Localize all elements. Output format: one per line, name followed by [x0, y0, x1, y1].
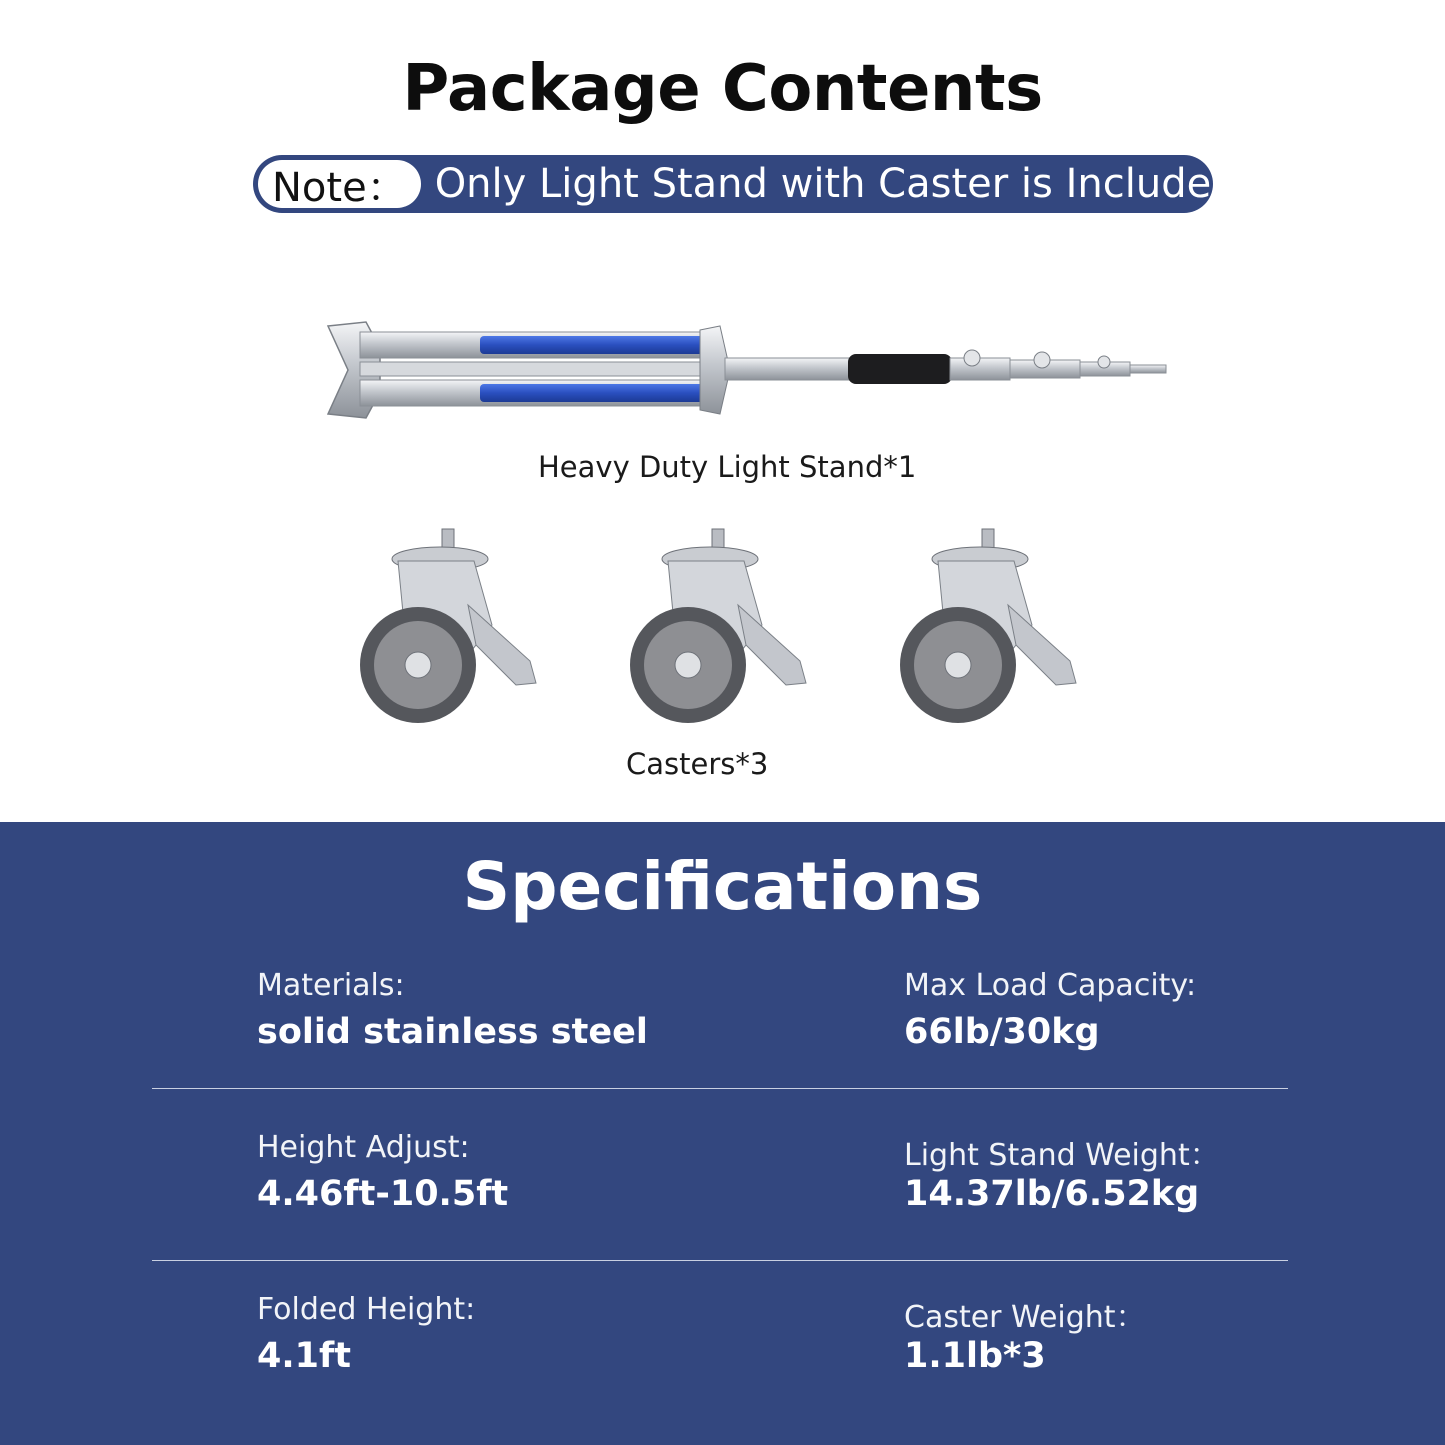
- light-stand-caption: Heavy Duty Light Stand*1: [538, 450, 917, 484]
- caster-image-1: [350, 525, 550, 725]
- spec-label-caster-weight: Caster Weight：: [904, 1300, 1146, 1335]
- light-stand-image: [320, 318, 1180, 422]
- note-text: Only Light Stand with Caster is Included.: [434, 161, 1250, 207]
- spec-label-height-adjust: Height Adjust:: [257, 1130, 470, 1165]
- spec-label-materials: Materials:: [257, 968, 405, 1003]
- casters-caption: Casters*3: [626, 747, 769, 781]
- caster-image-2: [620, 525, 820, 725]
- note-label: Note：: [258, 160, 421, 208]
- spec-label-folded-height: Folded Height:: [257, 1292, 476, 1327]
- spec-value-max-load: 66lb/30kg: [904, 1012, 1100, 1052]
- spec-value-materials: solid stainless steel: [257, 1012, 648, 1052]
- spec-divider-1: [152, 1088, 1288, 1089]
- spec-value-caster-weight: 1.1lb*3: [904, 1336, 1046, 1376]
- package-contents-title: Package Contents: [402, 52, 1043, 126]
- spec-value-stand-weight: 14.37lb/6.52kg: [904, 1174, 1200, 1214]
- specifications-title: Specifications: [462, 848, 983, 925]
- specifications-section: [0, 822, 1445, 1445]
- spec-value-height-adjust: 4.46ft-10.5ft: [257, 1174, 509, 1214]
- spec-divider-2: [152, 1260, 1288, 1261]
- spec-label-stand-weight: Light Stand Weight：: [904, 1138, 1220, 1173]
- note-banner: [253, 155, 1250, 213]
- spec-label-max-load: Max Load Capacity:: [904, 968, 1197, 1003]
- spec-value-folded-height: 4.1ft: [257, 1336, 351, 1376]
- caster-image-3: [890, 525, 1090, 725]
